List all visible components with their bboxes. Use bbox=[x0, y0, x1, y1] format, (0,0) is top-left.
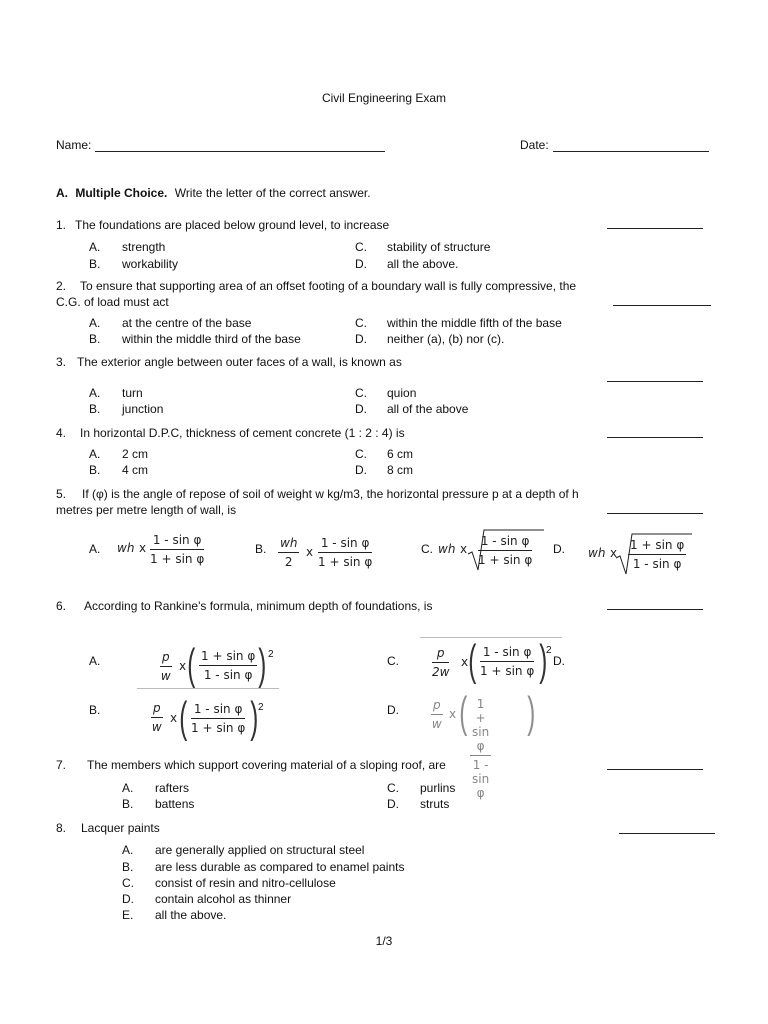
q7-opt-a-text: rafters bbox=[155, 781, 190, 795]
q8-opt-b-letter: B. bbox=[122, 860, 134, 874]
q5-opt-a-formula bbox=[117, 541, 134, 555]
q6-b-numerator: 1 - sin φ bbox=[191, 702, 245, 719]
page-title: Civil Engineering Exam bbox=[321, 91, 447, 105]
q6-d-left-paren-icon: ( bbox=[459, 688, 468, 737]
q5-b-times: x bbox=[306, 545, 314, 559]
q5-answer-blank[interactable] bbox=[607, 513, 703, 514]
q8-opt-e-text: all the above. bbox=[155, 908, 227, 922]
q5-c-fraction bbox=[478, 534, 532, 567]
q6-d-denominator: 1 - sin φ bbox=[471, 758, 490, 800]
section-header bbox=[56, 186, 371, 200]
q6-c-right-paren-icon: ) bbox=[539, 636, 548, 685]
q7-opt-a-letter: A. bbox=[122, 781, 134, 795]
q6-b-denominator: 1 + sin φ bbox=[191, 721, 246, 735]
q8-opt-a-text: are generally applied on structural steel bbox=[155, 843, 365, 857]
q5-number: 5. bbox=[56, 487, 67, 501]
q6-answer-blank[interactable] bbox=[607, 609, 703, 610]
q6-b-pw bbox=[151, 701, 163, 734]
section-title: Multiple Choice. bbox=[75, 186, 168, 200]
q4-opt-b-text: 4 cm bbox=[122, 463, 149, 477]
q8-opt-a-letter: A. bbox=[122, 843, 134, 857]
q5-d-denominator: 1 - sin φ bbox=[632, 557, 682, 571]
q2-opt-c-letter: C. bbox=[355, 316, 367, 330]
q1-answer-blank[interactable] bbox=[607, 228, 703, 229]
q6-c-times: x bbox=[461, 655, 469, 669]
q5-c-denominator: 1 + sin φ bbox=[478, 553, 533, 567]
q8-opt-c-letter: C. bbox=[122, 876, 134, 890]
q3-text: The exterior angle between outer faces of a wall, is known as bbox=[77, 355, 402, 369]
q6-opt-b-letter: B. bbox=[89, 703, 101, 717]
q6-a-right-paren-icon: ) bbox=[258, 640, 267, 689]
q6-number: 6. bbox=[56, 599, 67, 613]
q7-opt-b-text: battens bbox=[155, 797, 195, 811]
q7-opt-d-text: struts bbox=[420, 797, 450, 811]
q5-a-numerator: 1 - sin φ bbox=[150, 533, 204, 550]
q6-a-left-paren-icon: ( bbox=[187, 640, 196, 689]
q1-opt-c-letter: C. bbox=[355, 240, 367, 254]
name-label: Name: bbox=[56, 138, 92, 152]
q1-number: 1. bbox=[56, 218, 67, 232]
q3-opt-b-letter: B. bbox=[89, 402, 101, 416]
q7-opt-c-text: purlins bbox=[420, 781, 456, 795]
q6-a-times: x bbox=[179, 659, 187, 673]
q1-opt-a-text: strength bbox=[122, 240, 166, 254]
q8-text: Lacquer paints bbox=[81, 821, 160, 835]
q3-opt-b-text: junction bbox=[122, 402, 164, 416]
q6-opt-d-letter: D. bbox=[387, 703, 399, 717]
q7-answer-blank[interactable] bbox=[607, 769, 703, 770]
q4-opt-c-text: 6 cm bbox=[387, 447, 414, 461]
q2-number: 2. bbox=[56, 279, 67, 293]
q5-a-fraction bbox=[150, 533, 204, 566]
q6-d-p: p bbox=[431, 698, 443, 715]
q2-opt-d-letter: D. bbox=[355, 332, 367, 346]
q6-b-right-paren-icon: ) bbox=[250, 693, 259, 742]
q6-opt-a-letter: A. bbox=[89, 654, 101, 668]
q6-c-left-paren-icon: ( bbox=[468, 636, 477, 685]
q7-opt-d-letter: D. bbox=[387, 797, 399, 811]
q5-d-fraction bbox=[628, 538, 686, 571]
q5-d-times: x bbox=[610, 546, 618, 560]
q6-d-fraction bbox=[470, 697, 491, 800]
q5-b-wh-fraction bbox=[278, 536, 299, 569]
q6-a-fraction bbox=[199, 649, 257, 682]
q6-b-left-paren-icon: ( bbox=[179, 693, 188, 742]
q2-opt-d-text: neither (a), (b) nor (c). bbox=[387, 332, 505, 346]
q5-b-denominator: 1 + sin φ bbox=[318, 555, 373, 569]
section-instruction: Write the letter of the correct answer. bbox=[174, 186, 371, 200]
q6-d-numerator: 1 + sin φ bbox=[470, 697, 491, 756]
q5-opt-b-letter: B. bbox=[255, 542, 267, 556]
q4-opt-a-text: 2 cm bbox=[122, 447, 149, 461]
q7-opt-c-letter: C. bbox=[387, 781, 399, 795]
name-field[interactable] bbox=[95, 151, 385, 152]
q6-d-pw bbox=[431, 698, 443, 731]
q1-opt-b-letter: B. bbox=[89, 257, 101, 271]
date-label: Date: bbox=[520, 138, 549, 152]
q1-opt-b-text: workability bbox=[122, 257, 179, 271]
q1-opt-c-text: stability of structure bbox=[387, 240, 491, 254]
q6-a-w: w bbox=[160, 669, 171, 683]
q6-stray-d-label: D. bbox=[553, 654, 565, 668]
q8-opt-d-letter: D. bbox=[122, 892, 134, 906]
q6-b-w: w bbox=[151, 720, 162, 734]
q4-opt-d-letter: D. bbox=[355, 463, 367, 477]
q2-opt-b-letter: B. bbox=[89, 332, 101, 346]
q5-b-two: 2 bbox=[284, 555, 293, 569]
q5-a-times: x bbox=[139, 541, 147, 555]
q2-text-line2: C.G. of load must act bbox=[56, 295, 169, 309]
q2-opt-c-text: within the middle fifth of the base bbox=[387, 316, 562, 330]
q4-opt-a-letter: A. bbox=[89, 447, 101, 461]
q5-text-line2: metres per metre length of wall, is bbox=[56, 503, 237, 517]
q6-a-pw bbox=[160, 650, 172, 683]
q1-opt-a-letter: A. bbox=[89, 240, 101, 254]
q2-answer-blank[interactable] bbox=[613, 305, 711, 306]
q4-opt-d-text: 8 cm bbox=[387, 463, 414, 477]
q6-c-square: 2 bbox=[546, 645, 552, 656]
q6-c-numerator: 1 - sin φ bbox=[480, 645, 534, 662]
q5-opt-a-letter: A. bbox=[89, 542, 101, 556]
q2-opt-a-letter: A. bbox=[89, 316, 101, 330]
q6-d-w: w bbox=[431, 717, 442, 731]
q5-opt-d-letter: D. bbox=[553, 542, 565, 556]
q3-opt-c-text: quion bbox=[387, 386, 417, 400]
q6-a-square: 2 bbox=[268, 649, 274, 660]
q6-a-p: p bbox=[160, 650, 172, 667]
page-number: 1/3 bbox=[375, 934, 393, 948]
q6-b-times: x bbox=[170, 711, 178, 725]
q3-opt-d-text: all of the above bbox=[387, 402, 469, 416]
q6-b-fraction bbox=[191, 702, 245, 735]
q7-opt-b-letter: B. bbox=[122, 797, 134, 811]
q6-b-p: p bbox=[151, 701, 163, 718]
q2-opt-a-text: at the centre of the base bbox=[122, 316, 252, 330]
date-field[interactable] bbox=[553, 151, 709, 152]
q8-opt-b-text: are less durable as compared to enamel paints bbox=[155, 860, 405, 874]
q4-number: 4. bbox=[56, 426, 67, 440]
q4-answer-blank[interactable] bbox=[607, 437, 703, 438]
q5-text-line1: If (φ) is the angle of repose of soil of weight w kg/m3, the horizontal pressure p at a depth of h bbox=[82, 487, 579, 501]
q6-c-2w: 2w bbox=[432, 665, 450, 679]
q6-faint-rule-mid bbox=[137, 688, 279, 689]
q5-d-numerator: 1 + sin φ bbox=[628, 538, 686, 555]
q8-number: 8. bbox=[56, 821, 67, 835]
q5-c-wh: wh bbox=[438, 542, 456, 556]
q5-c-numerator: 1 - sin φ bbox=[478, 534, 532, 551]
q6-d-right-paren-icon: ) bbox=[527, 688, 536, 737]
q8-opt-e-letter: E. bbox=[122, 908, 134, 922]
q3-opt-d-letter: D. bbox=[355, 402, 367, 416]
q4-opt-c-letter: C. bbox=[355, 447, 367, 461]
q6-c-p2w bbox=[432, 646, 449, 679]
q3-answer-blank[interactable] bbox=[607, 381, 703, 382]
q3-opt-c-letter: C. bbox=[355, 386, 367, 400]
q2-opt-b-text: within the middle third of the base bbox=[122, 332, 301, 346]
q5-d-wh: wh bbox=[588, 546, 606, 560]
q5-b-wh: wh bbox=[278, 536, 299, 553]
q7-text: The members which support covering material of a sloping roof, are bbox=[87, 758, 446, 772]
q6-c-denominator: 1 + sin φ bbox=[480, 664, 535, 678]
q5-b-numerator: 1 - sin φ bbox=[318, 536, 372, 553]
q5-opt-c-letter: C. bbox=[421, 542, 433, 556]
q1-text: The foundations are placed below ground level, to increase bbox=[75, 218, 390, 232]
q6-text: According to Rankine's formula, minimum depth of foundations, is bbox=[84, 599, 433, 613]
q8-opt-d-text: contain alcohol as thinner bbox=[155, 892, 292, 906]
q3-opt-a-letter: A. bbox=[89, 386, 101, 400]
q2-text-line1: To ensure that supporting area of an offset footing of a boundary wall is fully compressive, the bbox=[80, 279, 577, 293]
section-label: A. bbox=[56, 186, 68, 200]
q4-opt-b-letter: B. bbox=[89, 463, 101, 477]
q6-c-p: p bbox=[432, 646, 449, 663]
q7-number: 7. bbox=[56, 758, 67, 772]
q6-b-square: 2 bbox=[258, 702, 264, 713]
q1-opt-d-letter: D. bbox=[355, 257, 367, 271]
q8-answer-blank[interactable] bbox=[619, 833, 715, 834]
q1-opt-d-text: all the above. bbox=[387, 257, 459, 271]
q5-c-times: x bbox=[460, 542, 468, 556]
q6-d-times: x bbox=[449, 707, 457, 721]
q6-c-fraction bbox=[480, 645, 534, 678]
q8-opt-c-text: consist of resin and nitro-cellulose bbox=[155, 876, 336, 890]
q6-opt-c-letter: C. bbox=[387, 654, 399, 668]
q3-opt-a-text: turn bbox=[122, 386, 143, 400]
q3-number: 3. bbox=[56, 355, 67, 369]
q5-a-denominator: 1 + sin φ bbox=[150, 552, 205, 566]
q6-a-denominator: 1 - sin φ bbox=[203, 668, 253, 682]
q5-b-fraction bbox=[318, 536, 372, 569]
q4-text: In horizontal D.P.C, thickness of cement concrete (1 : 2 : 4) is bbox=[80, 426, 405, 440]
q6-a-numerator: 1 + sin φ bbox=[199, 649, 257, 666]
q5-a-wh: wh bbox=[117, 541, 135, 555]
